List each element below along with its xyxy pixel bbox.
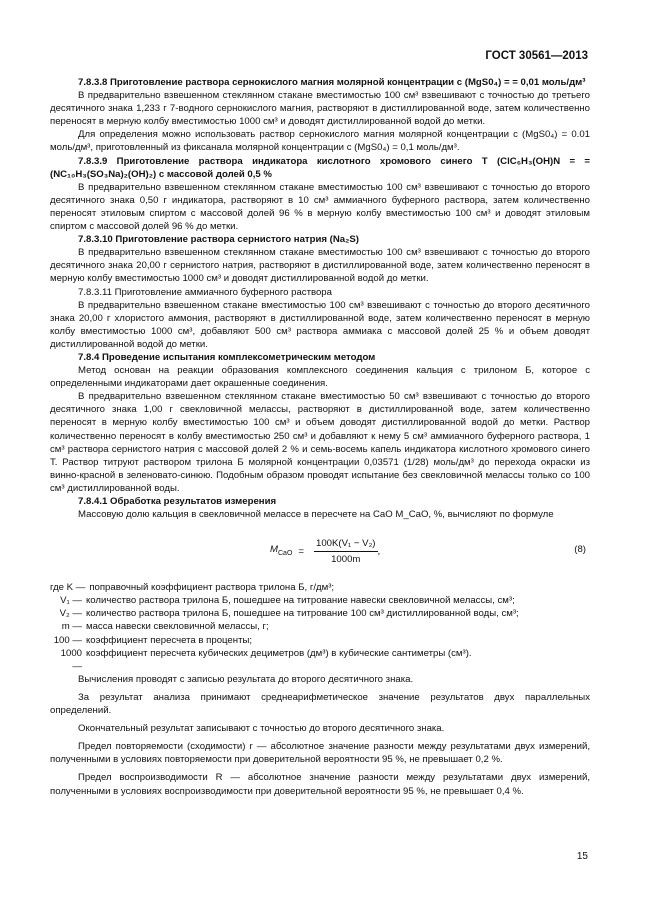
formula-tail: , [377,546,381,558]
section-heading-7-8-3-11: 7.8.3.11 Приготовление аммиачного буферного раствора [78,286,332,298]
formula-equals: = [298,546,305,558]
page-number: 15 [576,851,588,862]
formula-denominator: 1000m [331,554,361,566]
paragraph: В предварительно взвешенном стакане вместимостью 100 см³ взвешивают с точностью до второго десятичного знака 20,00 г хлористого аммония, растворяют в дистиллированной воде, затем количественно переносят в мерную колбу вместимостью 1000 см³, добавляют 500 см³ раствора аммиака с массовой долей 25 % и объем доводят дистиллированной водой до метки. [50,299,590,350]
paragraph: Предел воспроизводимости R — абсолютное значение разности между результатами двух измерений, полученными в условиях воспроизводимости при доверительной вероятности 95 %, не превышает 0,4 %. [50,772,590,797]
definition-row: V₂ — количество раствора трилона Б, пошедшее на титрование 100 см³ дистиллированной воды, см³; [59,608,519,620]
document-header-id: ГОСТ 30561—2013 [485,50,588,62]
paragraph: В предварительно взвешенном стеклянном стакане вместимостью 50 см³ взвешивают с точностью до второго десятичного знака 1,00 г свекловичной мелассы, растворяют в дистиллированной воде, затем количественно переносят в мерную колбу вместимостью 100 см³ и объем доводят дистиллированной водой до метки. Раствор количественно переносят в колбу вместимостью 250 см³ и добавляют к нему 5 см³ аммиачного буферного раствора, 1 см³ раствора сернистого натрия с массовой долей 2 % и семь-восемь капель индикатора кислотного хромового синего Т. Раствор титруют раствором трилона Б молярной концентрации 0,03571 (1/28) моль/дм³ до перехода окраски из винно-красной в зеленовато-синюю. Подобным образом проводят испытание без свекловичной мелассы только со 100 см³ дистиллированной воды. [50,391,590,494]
paragraph: В предварительно взвешенном стеклянном стакане вместимостью 100 см³ взвешивают с точностью до второго десятичного знака 0,50 г индикатора, растворяют в 10 см³ аммиачного буферного раствора, затем количественно переносят этиловым спиртом с массовой долей 96 % в мерную колбу вместимостью 100 см³ и доводят этиловым спиртом с массовой долей 96 % до метки. [50,181,590,233]
paragraph: В предварительно взвешенном стеклянном стакане вместимостью 100 см³ взвешивают с точностью до второго десятичного знака 20,00 г сернистого натрия, растворяют в дистиллированной воде, затем количественно переносят в мерную колбу вместимостью 1000 см³ и доводят дистиллированной водой до метки. [50,247,590,285]
paragraph: Массовую долю кальция в свекловичной мелассе в пересчете на CaO M_CaO, %, вычисляют по формуле [78,509,554,521]
section-heading-7-8-3-10: 7.8.3.10 Приготовление раствора сернистого натрия (Na₂S) [78,234,359,246]
definition-row: 1000 — коэффициент пересчета кубических дециметров (дм³) в кубические сантиметры (см³). [60,647,472,672]
paragraph: В предварительно взвешенном стеклянном стакане вместимостью 100 см³ взвешивают с точностью до третьего десятичного знака 1,233 г 7-водного сернокислого магния, растворяют в дистиллированной воде, затем количественно переносят в мерную колбу вместимостью 1000 см³ и доводят дистиллированной водой до метки. [50,90,590,128]
formula-fraction [314,537,378,566]
section-heading-7-8-4-1: 7.8.4.1 Обработка результатов измерения [78,496,277,507]
definitions-list [50,581,590,673]
paragraph: Для определения можно использовать раствор сернокислого магния молярной концентрации c (MgS0₄) = 0.01 моль/дм³, приготовленный из фиксанала молярной концентрации c (MgS0₄) = 0,1 моль/дм³. [50,129,590,154]
section-heading-7-8-4: 7.8.4 Проведение испытания комплексометрическим методом [78,351,376,363]
definition-row: V₁ — количество раствора трилона Б, пошедшее на титрование навески свекловичной мелассы, см³; [60,595,515,607]
section-heading-7-8-3-9: 7.8.3.9 Приготовление раствора индикатора кислотного хромового синего Т (ClC₆H₃(OH)N = = (NC₁₀H₃(SO₃Na)₂(OH)₂) с массовой долей 0,5 % [50,155,590,180]
formula-number: (8) [574,544,586,556]
formula-lhs: $M_{CaO}$ [270,544,293,558]
definition-row: 100 — коэффициент пересчета в проценты; [53,634,253,646]
definition-row: где K — поправочный коэффициент раствора трилона Б, г/дм³; [50,582,335,594]
paragraph: Вычисления проводят с записью результата до второго десятичного знака. [78,673,414,685]
paragraph: За результат анализа принимают среднеарифметическое значение результатов двух параллельных определений. [50,691,590,717]
document-body [50,76,590,798]
paragraph: Окончательный результат записывают с точностью до второго десятичного знака. [78,723,445,735]
definition-row: m — масса навески свекловичной мелассы, г; [61,621,269,633]
paragraph: Метод основан на реакции образования комплексного соединения кальция с трилоном Б, которое с определенными индикаторами дает окрашенные соединения. [50,365,590,390]
paragraph: Предел повторяемости (сходимости) r — абсолютное значение разности между результатами двух измерений, полученными в условиях повторяемости при доверительной вероятности 95 %, не превышает 0,2 %. [50,741,590,766]
section-heading-7-8-3-8: 7.8.3.8 Приготовление раствора сернокислого магния молярной концентрации c (MgS0₄) = = 0,01 моль/дм³ [78,77,586,88]
formula-numerator: 100K(V₁ − V₂) [314,537,378,552]
formula-8 [50,531,590,575]
